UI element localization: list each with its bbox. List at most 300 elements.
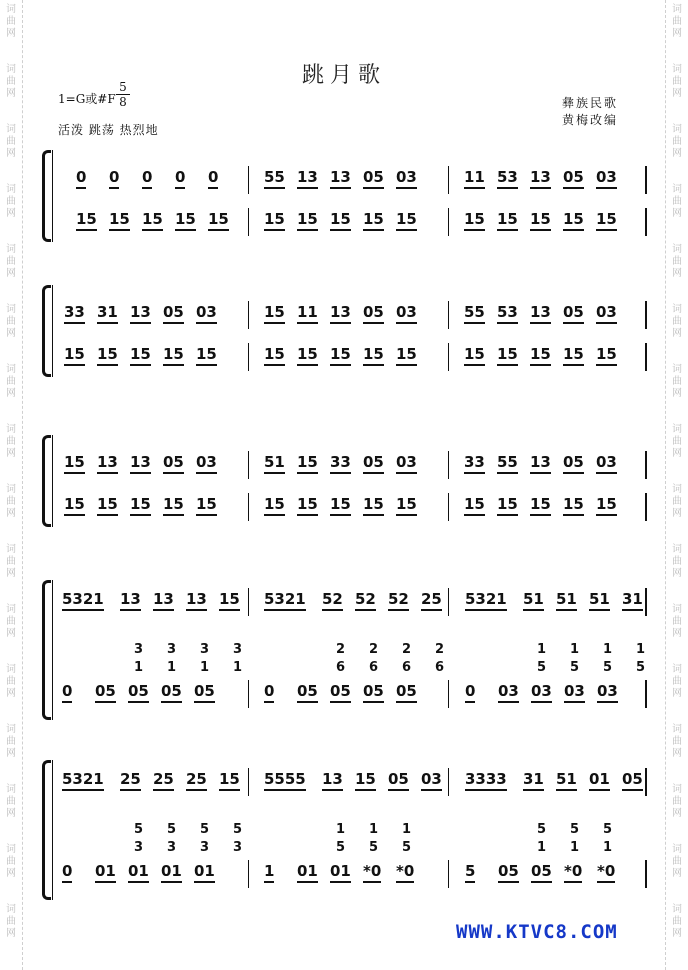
lower-note: 15	[208, 210, 229, 231]
lower-note: 15	[396, 210, 417, 231]
lower-note: 15	[297, 495, 318, 516]
chord-top-note: 2	[435, 642, 445, 657]
margin-char: 曲	[6, 196, 16, 207]
song-arranger: 黄梅改编	[562, 113, 619, 127]
margin-char: 词	[672, 184, 682, 195]
system-brace	[42, 760, 51, 900]
margin-char: 词	[672, 784, 682, 795]
margin-char: 曲	[672, 856, 682, 867]
chord-middle-note: 5	[636, 660, 646, 675]
margin-char: 词	[672, 904, 682, 915]
barline	[448, 493, 449, 521]
margin-char: 曲	[672, 796, 682, 807]
lower-note: 15	[396, 345, 417, 366]
margin-char: 词	[672, 484, 682, 495]
chord-top-note: 5	[603, 822, 613, 837]
lower-note: 5	[465, 862, 475, 883]
margin-char: 词	[6, 844, 16, 855]
margin-char: 网	[672, 868, 682, 879]
upper-note: 5321	[62, 770, 104, 791]
margin-char: 曲	[672, 736, 682, 747]
barline	[645, 493, 647, 521]
system-brace	[42, 435, 51, 527]
lower-note: 01	[128, 862, 149, 883]
chord-top-note: 3	[233, 642, 243, 657]
margin-char: 词	[6, 544, 16, 555]
lower-note: 05	[297, 682, 318, 703]
barline	[448, 451, 449, 479]
lower-note: 05	[396, 682, 417, 703]
lower-note: 15	[497, 345, 518, 366]
lower-note: 15	[464, 495, 485, 516]
margin-char: 词	[672, 724, 682, 735]
chord-middle-note: 3	[200, 840, 210, 855]
margin-char: 曲	[672, 616, 682, 627]
system-start-line	[52, 150, 53, 242]
upper-note: 05	[563, 453, 584, 474]
chord-middle-note: 1	[603, 840, 613, 855]
system-brace	[42, 150, 51, 242]
upper-note: 13	[530, 303, 551, 324]
site-watermark: WWW.KTVC8.COM	[456, 921, 618, 943]
upper-note: 03	[196, 453, 217, 474]
barline	[248, 208, 249, 236]
margin-char: 曲	[672, 136, 682, 147]
barline	[248, 451, 249, 479]
upper-note: 5555	[264, 770, 306, 791]
margin-char: 曲	[6, 376, 16, 387]
margin-char: 网	[6, 568, 16, 579]
meter-denominator: 8	[116, 94, 130, 109]
margin-char: 词	[672, 124, 682, 135]
lower-note: 15	[363, 210, 384, 231]
lower-note: 15	[363, 495, 384, 516]
barline	[248, 301, 249, 329]
barline	[248, 860, 249, 888]
upper-note: 15	[219, 770, 240, 791]
margin-char: 曲	[672, 316, 682, 327]
upper-note: 25	[421, 590, 442, 611]
chord-top-note: 5	[200, 822, 210, 837]
chord-top-note: 1	[402, 822, 412, 837]
margin-char: 网	[6, 148, 16, 159]
margin-char: 网	[6, 508, 16, 519]
barline	[645, 301, 647, 329]
margin-char: 网	[6, 328, 16, 339]
margin-char: 曲	[6, 136, 16, 147]
song-title: 跳月歌	[301, 63, 386, 88]
lower-note: 05	[363, 682, 384, 703]
upper-note: 05	[163, 453, 184, 474]
upper-note: 5321	[264, 590, 306, 611]
upper-note: 15	[297, 453, 318, 474]
upper-note: 0	[208, 168, 218, 189]
margin-char: 曲	[6, 256, 16, 267]
lower-note: 0	[264, 682, 274, 703]
upper-note: 13	[297, 168, 318, 189]
chord-middle-note: 5	[537, 660, 547, 675]
margin-char: 曲	[6, 556, 16, 567]
chord-middle-note: 6	[402, 660, 412, 675]
lower-note: 15	[596, 345, 617, 366]
lower-note: 15	[109, 210, 130, 231]
lower-note: 15	[563, 495, 584, 516]
lower-note: 05	[330, 682, 351, 703]
margin-char: 词	[6, 484, 16, 495]
chord-top-note: 3	[134, 642, 144, 657]
upper-note: 03	[421, 770, 442, 791]
margin-char: 曲	[6, 496, 16, 507]
upper-note: 53	[497, 168, 518, 189]
margin-char: 网	[6, 628, 16, 639]
lower-note: 01	[95, 862, 116, 883]
lower-note: 15	[596, 495, 617, 516]
barline	[645, 166, 647, 194]
margin-char: 网	[6, 28, 16, 39]
margin-char: 词	[6, 604, 16, 615]
lower-note: 15	[297, 210, 318, 231]
chord-middle-note: 6	[435, 660, 445, 675]
lower-note: 15	[264, 210, 285, 231]
margin-char: 曲	[672, 256, 682, 267]
margin-char: 曲	[6, 856, 16, 867]
barline	[645, 208, 647, 236]
lower-note: 15	[563, 345, 584, 366]
upper-note: 13	[530, 453, 551, 474]
margin-char: 网	[672, 568, 682, 579]
chord-middle-note: 3	[233, 840, 243, 855]
upper-note: 13	[322, 770, 343, 791]
chord-top-note: 5	[233, 822, 243, 837]
margin-char: 词	[6, 124, 16, 135]
margin-char: 曲	[672, 496, 682, 507]
upper-note: 13	[330, 168, 351, 189]
lower-note: 03	[597, 682, 618, 703]
margin-char: 网	[672, 808, 682, 819]
barline	[248, 768, 249, 796]
barline	[248, 166, 249, 194]
upper-note: 05	[563, 303, 584, 324]
chord-top-note: 1	[570, 642, 580, 657]
upper-note: 0	[175, 168, 185, 189]
upper-note: 51	[556, 590, 577, 611]
lower-note: 15	[297, 345, 318, 366]
upper-note: 5321	[465, 590, 507, 611]
lower-note: 15	[64, 345, 85, 366]
lower-note: *0	[396, 862, 414, 883]
lower-note: 15	[97, 495, 118, 516]
upper-note: 13	[153, 590, 174, 611]
margin-char: 网	[672, 148, 682, 159]
upper-note: 05	[363, 303, 384, 324]
margin-char: 网	[6, 928, 16, 939]
barline	[645, 860, 647, 888]
barline	[448, 680, 449, 708]
upper-note: 52	[388, 590, 409, 611]
chord-middle-note: 1	[537, 840, 547, 855]
chord-top-note: 1	[636, 642, 646, 657]
upper-note: 25	[120, 770, 141, 791]
chord-top-note: 1	[369, 822, 379, 837]
margin-char: 网	[6, 88, 16, 99]
lower-note: 05	[194, 682, 215, 703]
lower-note: 15	[163, 345, 184, 366]
margin-char: 词	[6, 424, 16, 435]
lower-note: 15	[497, 495, 518, 516]
upper-note: 13	[330, 303, 351, 324]
margin-char: 网	[672, 748, 682, 759]
upper-note: 13	[186, 590, 207, 611]
lower-note: 05	[531, 862, 552, 883]
margin-char: 网	[6, 448, 16, 459]
lower-note: 15	[163, 495, 184, 516]
margin-char: 词	[672, 4, 682, 15]
margin-char: 词	[6, 184, 16, 195]
margin-char: 词	[6, 244, 16, 255]
margin-char: 词	[672, 544, 682, 555]
lower-note: 05	[95, 682, 116, 703]
lower-note: 0	[465, 682, 475, 703]
barline	[645, 343, 647, 371]
lower-note: 15	[363, 345, 384, 366]
upper-note: 13	[97, 453, 118, 474]
margin-char: 曲	[6, 316, 16, 327]
chord-middle-note: 6	[369, 660, 379, 675]
margin-char: 词	[6, 364, 16, 375]
barline	[248, 493, 249, 521]
upper-note: 3333	[465, 770, 507, 791]
lower-note: 01	[161, 862, 182, 883]
barline	[448, 301, 449, 329]
barline	[645, 680, 647, 708]
upper-note: 03	[596, 168, 617, 189]
upper-note: 51	[523, 590, 544, 611]
right-margin-watermark	[665, 0, 688, 970]
margin-char: 网	[6, 868, 16, 879]
margin-char: 网	[672, 928, 682, 939]
upper-note: 5321	[62, 590, 104, 611]
margin-char: 词	[672, 664, 682, 675]
barline	[645, 588, 647, 616]
margin-char: 曲	[6, 796, 16, 807]
margin-char: 网	[672, 508, 682, 519]
chord-middle-note: 3	[167, 840, 177, 855]
lower-note: 05	[161, 682, 182, 703]
margin-char: 网	[6, 388, 16, 399]
chord-middle-note: 1	[200, 660, 210, 675]
upper-note: 31	[622, 590, 643, 611]
upper-note: 13	[130, 453, 151, 474]
upper-note: 25	[186, 770, 207, 791]
lower-note: 15	[464, 210, 485, 231]
upper-note: 15	[264, 303, 285, 324]
chord-middle-note: 3	[134, 840, 144, 855]
margin-char: 词	[6, 304, 16, 315]
lower-note: *0	[564, 862, 582, 883]
upper-note: 15	[355, 770, 376, 791]
upper-note: 51	[264, 453, 285, 474]
lower-note: 15	[264, 495, 285, 516]
time-signature	[116, 80, 130, 109]
chord-top-note: 3	[167, 642, 177, 657]
lower-note: 15	[64, 495, 85, 516]
margin-char: 网	[672, 688, 682, 699]
margin-char: 网	[672, 448, 682, 459]
margin-char: 词	[672, 64, 682, 75]
upper-note: 51	[556, 770, 577, 791]
upper-note: 05	[622, 770, 643, 791]
barline	[248, 680, 249, 708]
lower-note: 15	[464, 345, 485, 366]
lower-note: 15	[175, 210, 196, 231]
lower-note: 15	[130, 495, 151, 516]
system-start-line	[52, 435, 53, 527]
lower-note: 0	[62, 682, 72, 703]
upper-note: 0	[76, 168, 86, 189]
margin-char: 曲	[6, 736, 16, 747]
upper-note: 05	[163, 303, 184, 324]
key-signature: 1=G或#F	[58, 92, 116, 106]
lower-note: 15	[530, 495, 551, 516]
lower-note: 15	[130, 345, 151, 366]
lower-note: 03	[498, 682, 519, 703]
chord-middle-note: 1	[233, 660, 243, 675]
lower-note: 03	[531, 682, 552, 703]
barline	[448, 208, 449, 236]
system-brace	[42, 285, 51, 377]
margin-char: 网	[672, 628, 682, 639]
chord-top-note: 5	[134, 822, 144, 837]
chord-middle-note: 5	[603, 660, 613, 675]
upper-note: 05	[363, 168, 384, 189]
upper-note: 52	[355, 590, 376, 611]
margin-char: 词	[6, 784, 16, 795]
barline	[248, 343, 249, 371]
margin-char: 词	[672, 844, 682, 855]
upper-note: 52	[322, 590, 343, 611]
barline	[448, 588, 449, 616]
barline	[248, 588, 249, 616]
upper-note: 0	[142, 168, 152, 189]
chord-top-note: 5	[537, 822, 547, 837]
lower-note: 15	[596, 210, 617, 231]
margin-char: 曲	[672, 16, 682, 27]
lower-note: 15	[530, 210, 551, 231]
upper-note: 03	[596, 453, 617, 474]
upper-note: 03	[396, 303, 417, 324]
chord-middle-note: 5	[570, 660, 580, 675]
upper-note: 03	[196, 303, 217, 324]
margin-char: 网	[6, 208, 16, 219]
left-margin-watermark	[0, 0, 23, 970]
lower-note: 15	[196, 495, 217, 516]
upper-note: 33	[330, 453, 351, 474]
upper-note: 03	[596, 303, 617, 324]
lower-note: 15	[196, 345, 217, 366]
margin-char: 曲	[6, 436, 16, 447]
chord-top-note: 2	[402, 642, 412, 657]
lower-note: *0	[597, 862, 615, 883]
margin-char: 网	[672, 268, 682, 279]
system-start-line	[52, 580, 53, 720]
lower-note: 15	[497, 210, 518, 231]
tempo-marking: 活泼 跳荡 热烈地	[58, 123, 159, 137]
lower-note: 03	[564, 682, 585, 703]
margin-char: 词	[6, 4, 16, 15]
margin-char: 网	[672, 328, 682, 339]
chord-top-note: 1	[537, 642, 547, 657]
lower-note: 15	[396, 495, 417, 516]
margin-char: 词	[6, 664, 16, 675]
margin-char: 词	[6, 904, 16, 915]
margin-char: 曲	[6, 676, 16, 687]
upper-note: 11	[464, 168, 485, 189]
chord-top-note: 2	[369, 642, 379, 657]
system-start-line	[52, 760, 53, 900]
chord-middle-note: 1	[134, 660, 144, 675]
upper-note: 31	[97, 303, 118, 324]
upper-note: 55	[497, 453, 518, 474]
barline	[448, 768, 449, 796]
upper-note: 33	[64, 303, 85, 324]
upper-note: 01	[589, 770, 610, 791]
lower-note: 15	[330, 345, 351, 366]
margin-char: 曲	[6, 16, 16, 27]
upper-note: 05	[388, 770, 409, 791]
upper-note: 0	[109, 168, 119, 189]
lower-note: 15	[76, 210, 97, 231]
upper-note: 25	[153, 770, 174, 791]
margin-char: 曲	[672, 556, 682, 567]
margin-char: 曲	[6, 76, 16, 87]
lower-note: *0	[363, 862, 381, 883]
margin-char: 曲	[672, 76, 682, 87]
margin-char: 词	[672, 364, 682, 375]
system-start-line	[52, 285, 53, 377]
margin-char: 词	[6, 724, 16, 735]
song-origin: 彝族民歌	[562, 96, 619, 110]
margin-char: 曲	[672, 376, 682, 387]
lower-note: 01	[297, 862, 318, 883]
lower-note: 15	[97, 345, 118, 366]
lower-note: 05	[128, 682, 149, 703]
upper-note: 03	[396, 168, 417, 189]
margin-char: 曲	[6, 616, 16, 627]
lower-note: 15	[330, 495, 351, 516]
margin-char: 词	[672, 424, 682, 435]
margin-char: 网	[672, 28, 682, 39]
chord-middle-note: 5	[369, 840, 379, 855]
chord-top-note: 1	[603, 642, 613, 657]
lower-note: 15	[330, 210, 351, 231]
margin-char: 曲	[672, 436, 682, 447]
upper-note: 15	[64, 453, 85, 474]
lower-note: 15	[142, 210, 163, 231]
upper-note: 13	[120, 590, 141, 611]
chord-top-note: 3	[200, 642, 210, 657]
margin-char: 曲	[672, 676, 682, 687]
margin-char: 词	[6, 64, 16, 75]
chord-top-note: 1	[336, 822, 346, 837]
margin-char: 网	[6, 808, 16, 819]
barline	[645, 451, 647, 479]
barline	[448, 860, 449, 888]
margin-char: 词	[672, 604, 682, 615]
upper-note: 51	[589, 590, 610, 611]
chord-top-note: 2	[336, 642, 346, 657]
margin-char: 网	[6, 688, 16, 699]
margin-char: 词	[672, 304, 682, 315]
